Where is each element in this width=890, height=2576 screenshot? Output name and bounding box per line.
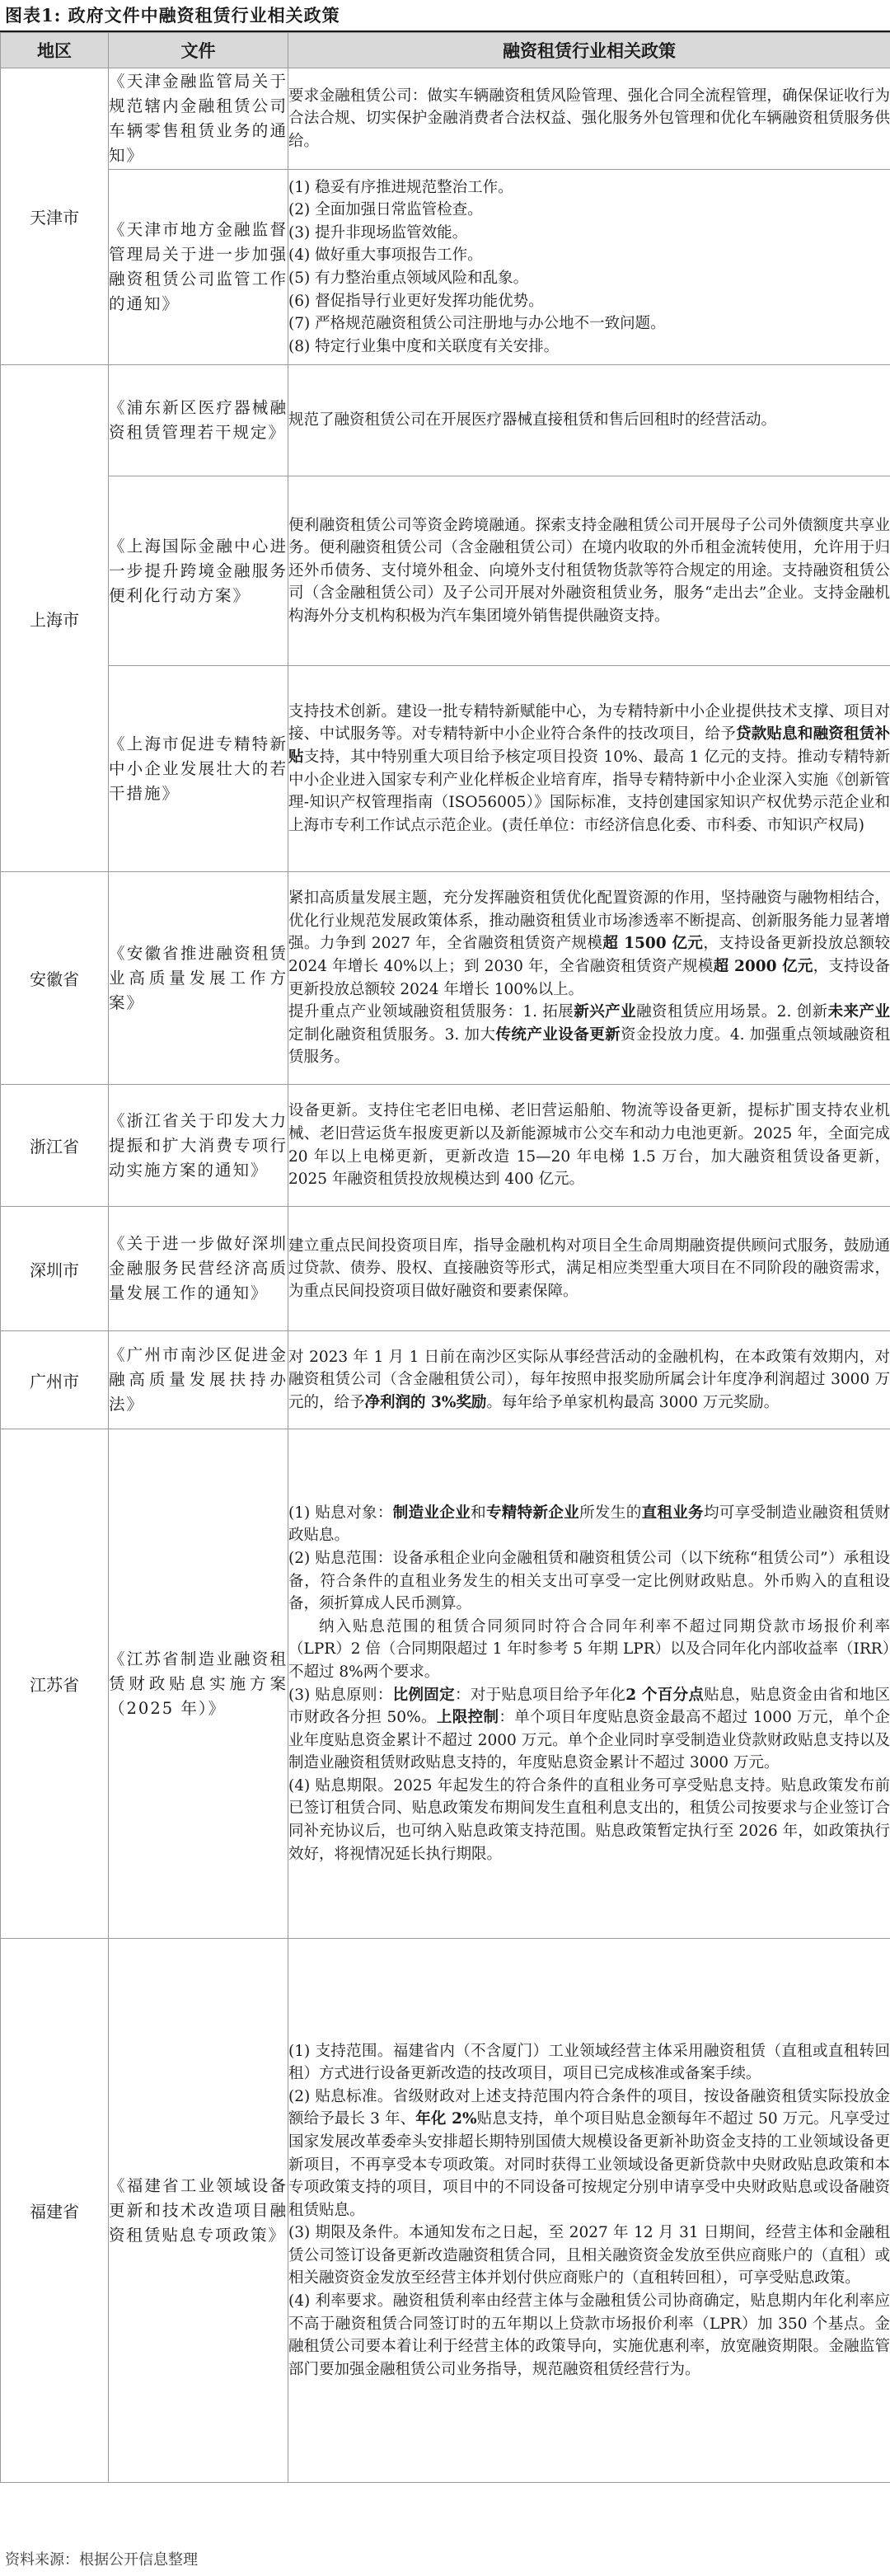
policy-text: 支持，其中特别重大项目给予核定项目投资 10%、最高 1 亿元的支持。推动专精特新中小企业进入国家专利产业化样板企业培育库，指导专精特新中小企业深入实施《创新管理-知识产权管理指南（ISO56005）》国际标准，支持创建国家知识产权优势示范企业和上海市专利工作试点示范企业。(责任单位：市经济信息化委、市科委、市知识产权局) bbox=[288, 748, 890, 834]
header-file: 文件 bbox=[109, 33, 288, 68]
list-item: 纳入贴息范围的租赁合同须同时符合合同年利率不超过同期贷款市场报价利率（LPR）2 倍（合同期限超过 1 年时参考 5 年期 LPR）以及合同年化内部收益率（IRR）不超过 8%两个要求。 bbox=[288, 1617, 890, 1681]
policy-text: 要求金融租赁公司：做实车辆融资租赁风险管理、强化合同全流程管理，确保保证收行为合法合规、切实保护金融消费者合法权益、强化服务外包管理和优化车辆融资租赁服务供给。 bbox=[288, 87, 890, 150]
policy-text: 紧扣高质量发展主题，充分发挥融资租赁优化配置资源的作用，坚持融资与融物相结合，优化行业规范发展政策体系，推动融资租赁业市场渗透率不断提高、创新服务能力显著增强。力争到 2027 年，全省融资租赁资产规模 bbox=[288, 889, 890, 953]
policy-emphasis: 比例固定 bbox=[392, 1686, 455, 1704]
policy-cell bbox=[288, 365, 890, 476]
policy-text: ，支持设备更新投放总额较 2024 年增长 40%以上；到 2030 年，全省融资租赁资产规模 bbox=[288, 935, 890, 975]
file-cell: 《江苏省制造业融资租赁财政贴息实施方案（2025 年）》 bbox=[109, 1429, 288, 1939]
list-item: (2) 贴息范围：设备承租企业向金融租赁和融资租赁公司（以下统称“租赁公司”）承租设备，符合条件的直租业务发生的相关支出可享受一定比例财政贴息。外币购入的直租设备，须折算成人民币测算。 bbox=[288, 1549, 890, 1613]
file-cell: 《上海国际金融中心进一步提升跨境金融服务便利化行动方案》 bbox=[109, 476, 288, 666]
policy-text: 均可享受制造业融资租赁财政贴息。 bbox=[288, 1504, 890, 1545]
policy-cell bbox=[288, 1331, 890, 1429]
policy-text: 规范了融资租赁公司在开展医疗器械直接租赁和售后回租时的经营活动。 bbox=[288, 411, 777, 429]
table-row bbox=[1, 365, 890, 476]
policy-text: 对 2023 年 1 月 1 日前在南沙区实际从事经营活动的金融机构，在本政策有效期内，对融资租赁公司（含金融租赁公司），每年按照申报奖励所属会计年度净利润超过 3000 万元的，给予 bbox=[288, 1348, 890, 1411]
table-row bbox=[1, 1429, 890, 1939]
policy-emphasis: 2 个百分点 bbox=[625, 1686, 705, 1704]
policy-text: 和 bbox=[471, 1504, 486, 1522]
policy-emphasis: 上限控制 bbox=[436, 1709, 499, 1727]
list-item: (5) 有力整治重点领域风险和乱象。 bbox=[288, 270, 529, 287]
policy-emphasis: 贷款贴息和融资租赁补贴 bbox=[288, 725, 890, 766]
policy-text: 建立重点民间投资项目库，指导金融机构对项目全生命周期融资提供顾问式服务，鼓励通过贷款、债券、股权、直接融资等形式，满足相应类型重大项目在不同阶段的融资需求，为重点民间投资项目做好融资和要素保障。 bbox=[288, 1236, 890, 1300]
policy-emphasis: 传统产业设备更新 bbox=[495, 1025, 621, 1044]
policy-text: ，支持设备更新投放总额较 2024 年增长 100%以上。 bbox=[288, 957, 890, 998]
policy-emphasis: 专精特新企业 bbox=[485, 1504, 580, 1522]
policy-paragraph bbox=[288, 887, 890, 1001]
table-row bbox=[1, 1207, 890, 1331]
header-policy: 融资租赁行业相关政策 bbox=[288, 33, 890, 68]
policy-text: 。每年给予单家机构最高 3000 万元奖励。 bbox=[486, 1393, 780, 1411]
policy-emphasis: 制造业企业 bbox=[392, 1504, 471, 1522]
policy-emphasis: 超 2000 亿元 bbox=[713, 957, 813, 975]
list-item: (2) 全面加强日常监管检查。 bbox=[288, 201, 483, 219]
region-cell: 江苏省 bbox=[1, 1429, 109, 1939]
list-item: (4) 做好重大事项报告工作。 bbox=[288, 246, 483, 265]
policy-text: (1) 贴息对象： bbox=[288, 1504, 393, 1522]
region-cell: 上海市 bbox=[1, 365, 109, 872]
table-row bbox=[1, 68, 890, 170]
policy-emphasis: 直租业务 bbox=[641, 1504, 705, 1522]
file-cell: 《浦东新区医疗器械融资租赁管理若干规定》 bbox=[109, 365, 288, 476]
list-item: (1) 稳妥有序推进规范整治工作。 bbox=[288, 178, 513, 196]
policy-cell bbox=[288, 1939, 890, 2483]
file-cell: 《浙江省关于印发大力提振和扩大消费专项行动实施方案的通知》 bbox=[109, 1085, 288, 1207]
list-item: (1) 支持范围。福建省内（不含厦门）工业领域经营主体采用融资租赁（直租或直租转回租）方式进行设备更新改造的技改项目，项目已完成核准或备案手续。 bbox=[288, 2042, 890, 2083]
file-cell: 《福建省工业领域设备更新和技术改造项目融资租赁贴息专项政策》 bbox=[109, 1939, 288, 2483]
list-item bbox=[288, 1684, 890, 1775]
policy-text: ：对于贴息项目给予年化 bbox=[454, 1686, 626, 1704]
policy-text: 设备更新。支持住宅老旧电梯、老旧营运船舶、物流等设备更新，提标扩围支持农业机械、老旧营运货车报废更新以及新能源城市公交车和动力电池更新。2025 年，全面完成 20 年以上电梯更新，更新改造 15—20 年电梯 1.5 万台，加大融资租赁设备更新，2025 年融资租赁投放规模达到 400 亿元。 bbox=[288, 1102, 890, 1189]
list-item: (4) 贴息期限。2025 年起发生的符合条件的直租业务可享受贴息支持。贴息政策发布前已签订租赁合同、贴息政策发布期间发生直租利息支出的，租赁公司按要求与企业签订合同补充协议后，也可纳入贴息政策支持范围。贴息政策暂定执行至 2026 年，如政策执行效好，将视情况延长执行期限。 bbox=[288, 1776, 890, 1863]
file-cell: 《天津市地方金融监督管理局关于进一步加强融资租赁公司监管工作的通知》 bbox=[109, 170, 288, 365]
policy-text: 定制化融资租赁服务。3. 加大 bbox=[288, 1025, 496, 1044]
region-cell: 深圳市 bbox=[1, 1207, 109, 1331]
policy-cell bbox=[288, 666, 890, 872]
policy-cell bbox=[288, 1207, 890, 1331]
policy-emphasis: 新兴产业 bbox=[574, 1003, 637, 1021]
policy-cell bbox=[288, 170, 890, 365]
table-row bbox=[1, 170, 890, 365]
source-note: 资料来源：根据公开信息整理 bbox=[5, 2551, 198, 2569]
list-item bbox=[288, 2086, 890, 2222]
policy-cell bbox=[288, 68, 890, 170]
list-item: (8) 特定行业集中度和关联度有关安排。 bbox=[288, 337, 560, 355]
policy-paragraph bbox=[288, 1001, 890, 1069]
policy-text: ：单个项目年度贴息资金最高不超过 1000 万元，单个企业年度贴息资金累计不超过 2000 万元。单个企业同时享受制造业贷款财政贴息支持以及制造业融资租赁财政贴息支持的，年度贴息资金累计不超过 3000 万元。 bbox=[288, 1709, 890, 1772]
file-cell: 《安徽省推进融资租赁业高质量发展工作方案》 bbox=[109, 872, 288, 1085]
figure-title: 图表1: 政府文件中融资租赁行业相关政策 bbox=[5, 5, 340, 26]
policy-text: (3) 贴息原则： bbox=[288, 1686, 393, 1704]
policy-cell bbox=[288, 476, 890, 666]
table-row bbox=[1, 872, 890, 1085]
policy-text: 支持技术创新。建设一批专精特新赋能中心，为专精特新中小企业提供技术支撑、项目对接、中试服务等。对专精特新中小企业符合条件的技改项目，给予 bbox=[288, 702, 890, 744]
policy-text: 提升重点产业领域融资租赁服务：1. 拓展 bbox=[288, 1003, 574, 1021]
policy-table bbox=[0, 32, 890, 2483]
policy-text: 所发生的 bbox=[579, 1504, 642, 1522]
region-cell: 安徽省 bbox=[1, 872, 109, 1085]
region-cell: 浙江省 bbox=[1, 1085, 109, 1207]
table-header-row bbox=[1, 33, 890, 68]
policy-text: (2) 贴息标准。省级财政对上述支持范围内符合条件的项目，按设备融资租赁实际投放金额给予最长 3 年、 bbox=[288, 2087, 890, 2128]
policy-emphasis: 超 1500 亿元 bbox=[602, 935, 704, 953]
policy-text: 便利融资租赁公司等资金跨境融通。探索支持金融租赁公司开展母子公司外债额度共享业务。便利融资租赁公司（含金融租赁公司）在境内收取的外币租金流转使用，允许用于归还外币债务、支付境外租金、向境外支付租赁物货款等符合规定的用途。支持融资租赁公司（含金融租赁公司）及子公司开展对外融资租赁业务，服务“走出去”企业。支持金融机构海外分支机构积极为汽车集团境外销售提供融资支持。 bbox=[288, 516, 890, 625]
policy-emphasis: 年化 2% bbox=[415, 2110, 477, 2128]
policy-text: 融资租赁应用场景。2. 创新 bbox=[636, 1003, 828, 1021]
list-item bbox=[288, 1502, 890, 1547]
list-item: (3) 提升非现场监管效能。 bbox=[288, 223, 468, 242]
table-row bbox=[1, 476, 890, 666]
table-row bbox=[1, 1331, 890, 1429]
file-cell: 《广州市南沙区促进金融高质量发展扶持办法》 bbox=[109, 1331, 288, 1429]
policy-emphasis: 未来产业 bbox=[827, 1003, 890, 1021]
list-item: (4) 利率要求。融资租赁利率由经营主体与金融租赁公司协商确定，贴息期内年化利率应不高于融资租赁合同签订时的五年期以上贷款市场报价利率（LPR）加 350 个基点。金融租赁公司要本着让利于经营主体的政策导向，实施优惠利率，放宽融资期限。金融监管部门要加强金融租赁公司业务指导，规范融资租赁经营行为。 bbox=[288, 2292, 890, 2378]
table-row bbox=[1, 1085, 890, 1207]
policy-text: 贴息，贴息资金由省和地区市财政各分担 50%。 bbox=[288, 1686, 890, 1727]
header-region: 地区 bbox=[1, 33, 109, 68]
region-cell: 福建省 bbox=[1, 1939, 109, 2483]
file-cell: 《关于进一步做好深圳金融服务民营经济高质量发展工作的通知》 bbox=[109, 1207, 288, 1331]
list-item: (6) 督促指导行业更好发挥功能优势。 bbox=[288, 292, 544, 310]
file-cell: 《天津金融监管局关于规范辖内金融租赁公司车辆零售租赁业务的通知》 bbox=[109, 68, 288, 170]
table-row bbox=[1, 666, 890, 872]
region-cell: 天津市 bbox=[1, 68, 109, 365]
list-item: (3) 期限及条件。本通知发布之日起，至 2027 年 12 月 31 日期间，经营主体和金融租赁公司签订设备更新改造融资租赁合同，且相关融资资金发放至供应商账户的（直租）或相关融资资金发放至经营主体并划付供应商账户的（直租转回租），可享受贴息政策。 bbox=[288, 2224, 890, 2287]
policy-cell bbox=[288, 872, 890, 1085]
policy-cell bbox=[288, 1085, 890, 1207]
list-item: (7) 严格规范融资租赁公司注册地与办公地不一致问题。 bbox=[288, 315, 666, 333]
policy-text: 资金投放力度。4. 加强重点领域融资租赁服务。 bbox=[288, 1025, 890, 1067]
policy-cell bbox=[288, 1429, 890, 1939]
file-cell: 《上海市促进专精特新中小企业发展壮大的若干措施》 bbox=[109, 666, 288, 872]
policy-text: 贴息支持，单个项目贴息金额每年不超过 50 万元。凡享受过国家发展改革委牵头安排超长期特别国债大规模设备更新补助资金支持的工业领域设备更新项目，不再享受本专项政策。对同时获得工业领域设备更新贷款中央财政贴息政策和本专项政策支持的项目，项目中的不同设备可按规定分别申请享受中央财政贴息或设备融资租赁贴息。 bbox=[288, 2110, 890, 2219]
region-cell: 广州市 bbox=[1, 1331, 109, 1429]
table-row bbox=[1, 1939, 890, 2483]
policy-emphasis: 净利润的 3%奖励 bbox=[364, 1393, 487, 1411]
